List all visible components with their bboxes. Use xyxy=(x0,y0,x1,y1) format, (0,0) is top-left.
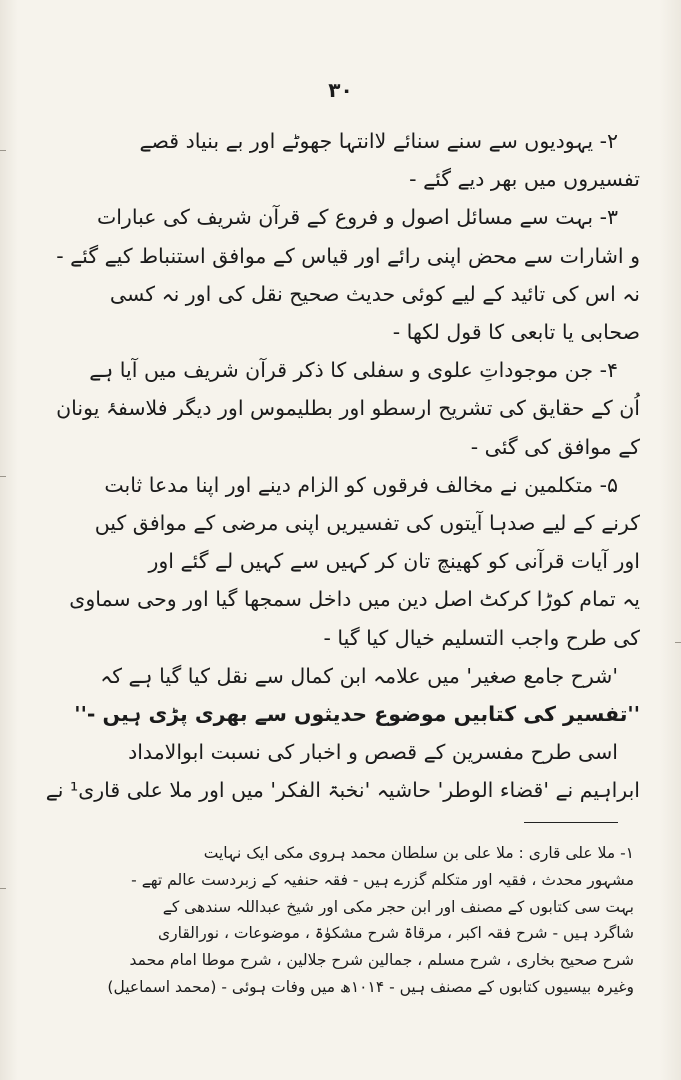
footnote-divider xyxy=(524,822,618,823)
footnote-line: مشہور محدث ، فقیہ اور متکلم گزرے ہیں - فقہ حنفیہ کے زبردست عالم تھے - xyxy=(131,870,634,889)
text-line: 'شرح جامع صغیر' میں علامہ ابن کمال سے نقل کیا گیا ہے کہ xyxy=(100,663,618,688)
footnote-line: بہت سی کتابوں کے مصنف اور ابن حجر مکی اور شیخ عبداللہ سندھی کے xyxy=(162,897,634,916)
text-line: ۴- جن موجوداتِ علوی و سفلی کا ذکر قرآن شریف میں آیا ہے xyxy=(89,358,618,383)
footnote-line: وغیرہ بیسیوں کتابوں کے مصنف ہیں - ۱۰۱۴ھ میں وفات ہوئی - (محمد اسماعیل) xyxy=(107,977,634,996)
text-line: اسی طرح مفسرین کے قصص و اخبار کی نسبت ابوالامداد xyxy=(128,740,618,765)
text-line: ۲- یہودیوں سے سنے سنائے لاانتہا جھوٹے اور بے بنیاد قصے xyxy=(139,129,618,153)
text-line: و اشارات سے محض اپنی رائے اور قیاس کے موافق استنباط کیے گئے - xyxy=(56,243,640,268)
text-line: تفسیروں میں بھر دیے گئے - xyxy=(409,167,640,192)
scan-edge-mark xyxy=(0,150,6,151)
text-line: ابراہیم نے 'قضاء الوطر' حاشیہ 'نخبۃ الفکر' میں اور ملا علی قاری¹ نے xyxy=(45,778,640,803)
footnote-line: شاگرد ہیں - شرح فقہ اکبر ، مرقاۃ شرح مشکوٰۃ ، موضوعات ، نورالقاری xyxy=(158,924,634,943)
text-line: صحابی یا تابعی کا قول لکھا - xyxy=(392,320,640,345)
scan-edge-mark xyxy=(675,642,681,643)
scan-edge-mark xyxy=(0,888,6,889)
text-line: ۳- بہت سے مسائل اصول و فروع کے قرآن شریف کی عبارات xyxy=(96,205,618,230)
text-line: کرنے کے لیے صدہا آیتوں کی تفسیریں اپنی مرضی کے موافق کیں xyxy=(94,511,640,536)
text-line: ۵- متکلمین نے مخالف فرقوں کو الزام دینے اور اپنا مدعا ثابت xyxy=(104,472,618,497)
main-text xyxy=(34,122,640,810)
quoted-text-line: ''تفسیر کی کتابیں موضوع حدیثوں سے بھری پڑی ہیں -'' xyxy=(74,702,640,727)
text-line: نہ اس کی تائید کے لیے کوئی حدیث صحیح نقل کی اور نہ کسی xyxy=(109,281,640,306)
text-line: کی طرح واجب التسلیم خیال کیا گیا - xyxy=(323,625,640,650)
text-line: اور آیات قرآنی کو کھینچ تان کر کہیں سے کہیں لے گئے اور xyxy=(148,549,640,574)
text-line: کے موافق کی گئی - xyxy=(470,434,640,459)
scan-edge-mark xyxy=(0,476,6,477)
text-line: اُن کے حقایق کی تشریح ارسطو اور بطلیموس اور دیگر فلاسفۂ یونان xyxy=(56,396,640,421)
footnotes xyxy=(44,840,634,1001)
page-number: ۳۰ xyxy=(328,78,353,102)
footnote-line: ۱- ملا علی قاری : ملا علی بن سلطان محمد ہروی مکی ایک نہایت xyxy=(203,844,634,862)
text-line: یہ تمام کوڑا کرکٹ اصل دین میں داخل سمجھا گیا اور وحی سماوی xyxy=(69,587,640,612)
footnote-line: شرح صحیح بخاری ، شرح مسلم ، جمالین شرح جلالین ، شرح موطا امام محمد xyxy=(129,951,634,970)
